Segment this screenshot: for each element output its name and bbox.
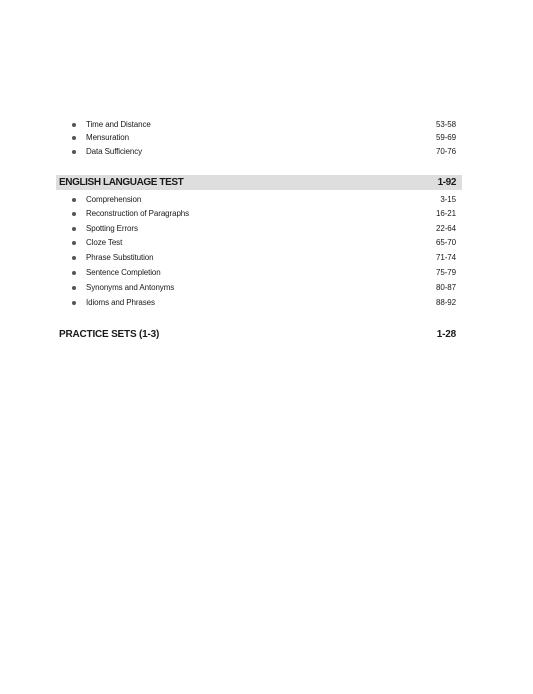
toc-item-pages: 53-58 (436, 120, 456, 129)
toc-item (72, 193, 456, 207)
toc-item-label: Reconstruction of Paragraphs (86, 209, 190, 218)
toc-item-pages: 75-79 (436, 268, 456, 277)
toc-item (72, 118, 456, 132)
practice-sets-heading (59, 327, 456, 342)
toc-item-pages: 71-74 (436, 253, 456, 262)
toc-item (72, 251, 456, 265)
toc-item-pages: 65-70 (436, 238, 456, 247)
toc-item-label: Sentence Completion (86, 268, 161, 277)
toc-item-label: Cloze Test (86, 238, 123, 247)
toc-item (72, 207, 456, 221)
toc-item-pages: 88-92 (436, 298, 456, 307)
toc-item (72, 296, 456, 310)
toc-item (72, 266, 456, 280)
toc-item-pages: 70-76 (436, 147, 456, 156)
bullet-icon (72, 212, 76, 216)
bullet-icon (72, 301, 76, 305)
toc-item (72, 222, 456, 236)
toc-item-label: Phrase Substitution (86, 253, 154, 262)
bullet-icon (72, 286, 76, 290)
toc-item-label: Synonyms and Antonyms (86, 283, 175, 292)
toc-item-pages: 16-21 (436, 209, 456, 218)
section-pages: 1-92 (437, 177, 456, 188)
toc-item (72, 145, 456, 159)
toc-item-pages: 80-87 (436, 283, 456, 292)
toc-item-pages: 59-69 (436, 133, 456, 142)
bullet-icon (72, 198, 76, 202)
bullet-icon (72, 123, 76, 127)
toc-item-label: Mensuration (86, 133, 129, 142)
bullet-icon (72, 271, 76, 275)
section-title: ENGLISH LANGUAGE TEST (59, 177, 184, 188)
bullet-icon (72, 256, 76, 260)
bullet-icon (72, 227, 76, 231)
toc-item-label: Data Sufficiency (86, 147, 143, 156)
toc-item-label: Idioms and Phrases (86, 298, 155, 307)
section-header-english (56, 175, 462, 190)
toc-item (72, 281, 456, 295)
toc-item-label: Comprehension (86, 195, 142, 204)
bullet-icon (72, 241, 76, 245)
toc-item (72, 236, 456, 250)
toc-item (72, 131, 456, 145)
toc-item-pages: 3-15 (440, 195, 456, 204)
toc-item-pages: 22-64 (436, 224, 456, 233)
bullet-icon (72, 136, 76, 140)
bullet-icon (72, 150, 76, 154)
toc-item-label: Time and Distance (86, 120, 151, 129)
practice-sets-title: PRACTICE SETS (1-3) (59, 329, 160, 340)
practice-sets-pages: 1-28 (436, 329, 456, 340)
toc-item-label: Spotting Errors (86, 224, 138, 233)
